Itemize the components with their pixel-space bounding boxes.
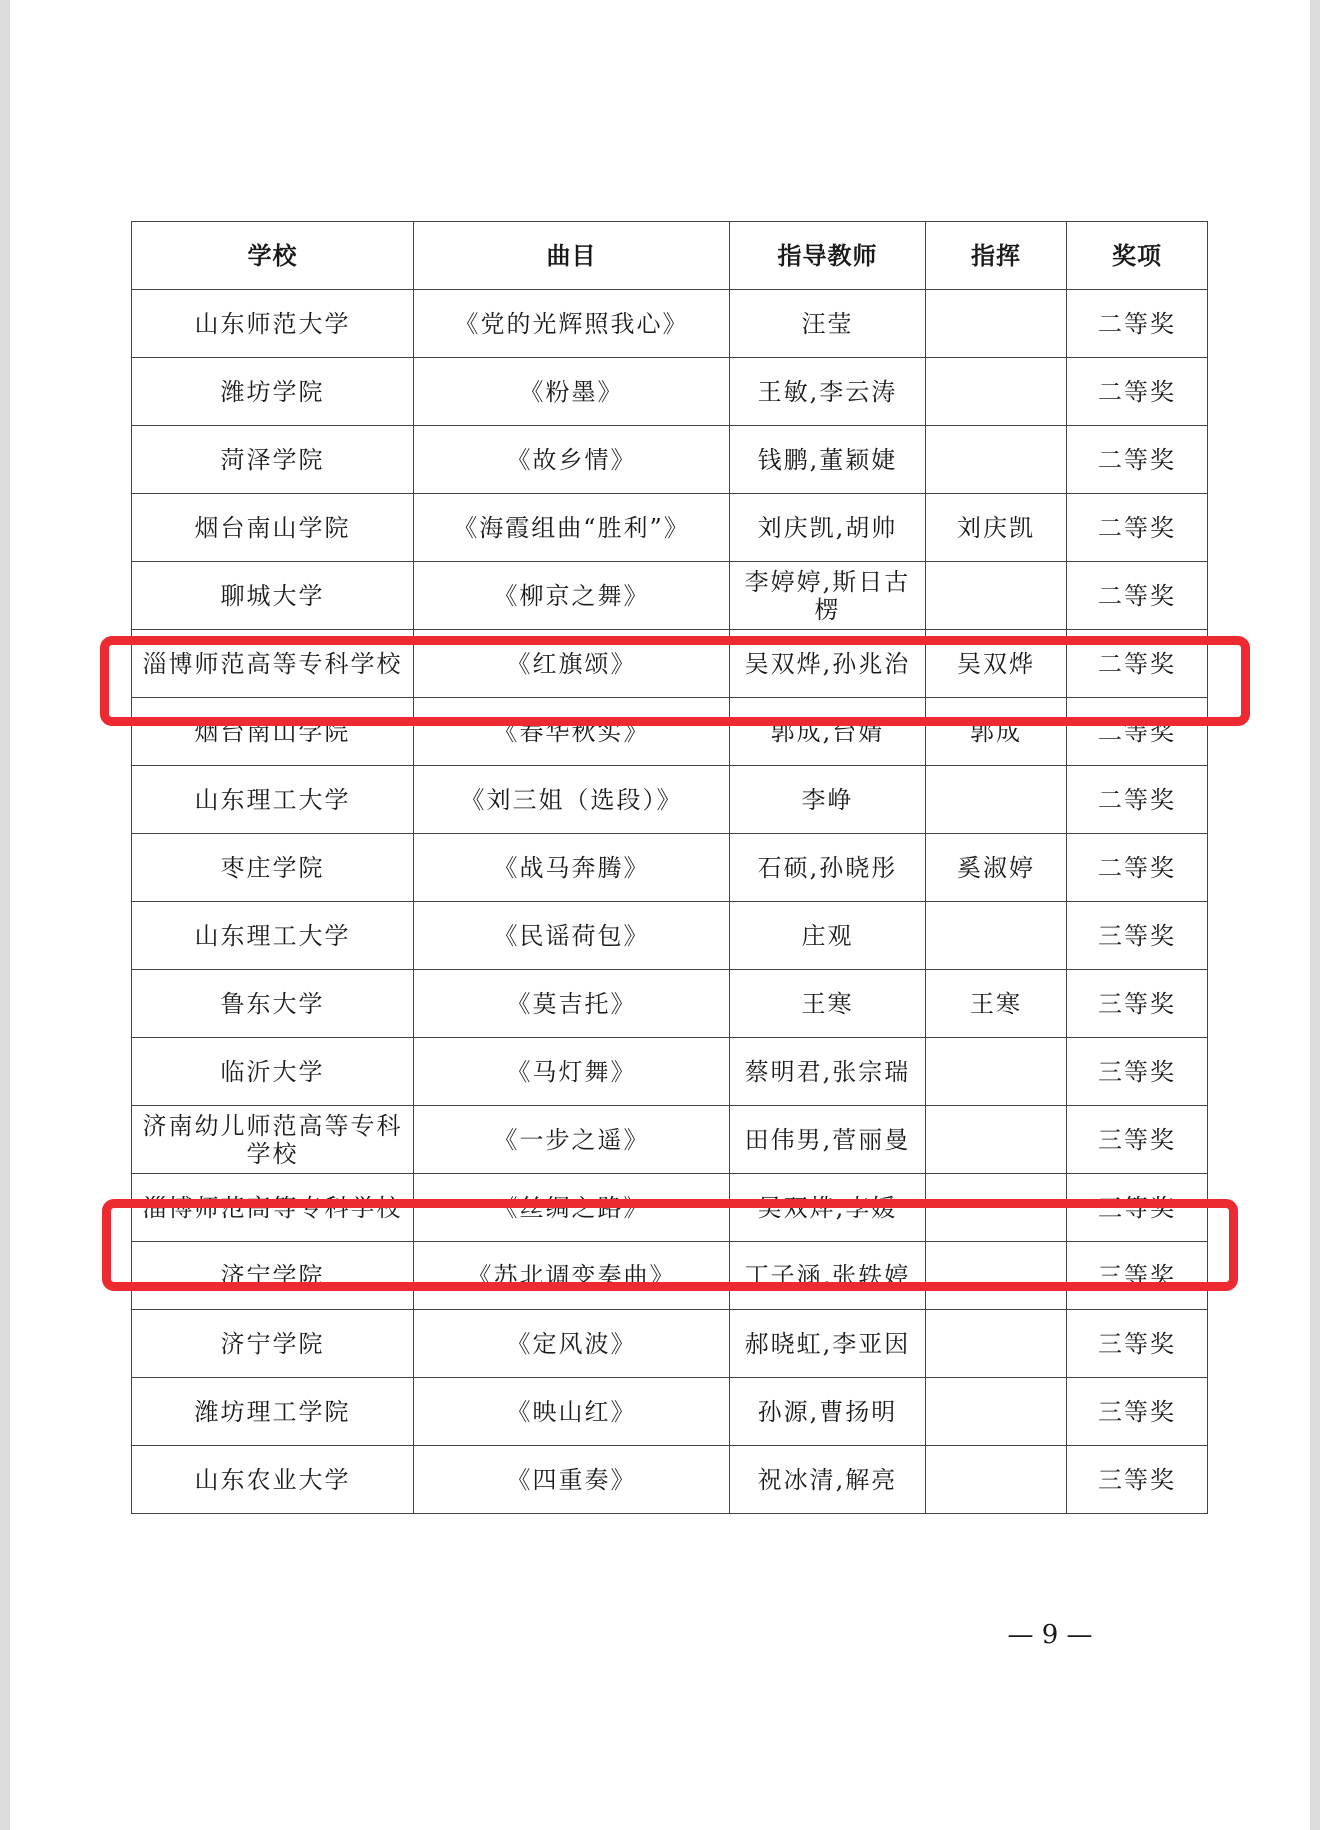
header-teacher: 指导教师 [730,222,926,290]
cell-award: 二等奖 [1067,766,1208,834]
table-row [132,494,1208,562]
cell-award: 三等奖 [1067,1446,1208,1514]
cell-award: 二等奖 [1067,562,1208,630]
cell-conductor [926,766,1067,834]
cell-award: 三等奖 [1067,1174,1208,1242]
cell-conductor: 刘庆凯 [926,494,1067,562]
cell-conductor: 吴双烨 [926,630,1067,698]
table-row [132,766,1208,834]
highlight-box [100,636,1250,726]
header-piece: 曲目 [414,222,730,290]
cell-teacher: 郝晓虹,李亚因 [730,1310,926,1378]
cell-school: 山东理工大学 [132,766,414,834]
cell-conductor [926,426,1067,494]
cell-school: 淄博师范高等专科学校 [132,630,414,698]
table-row [132,902,1208,970]
cell-award: 二等奖 [1067,290,1208,358]
cell-teacher: 祝冰清,解亮 [730,1446,926,1514]
cell-piece: 《定风波》 [414,1310,730,1378]
cell-teacher: 丁子涵,张轶婷 [730,1242,926,1310]
cell-school: 潍坊学院 [132,358,414,426]
cell-award: 三等奖 [1067,970,1208,1038]
header-conductor: 指挥 [926,222,1067,290]
table-row [132,1446,1208,1514]
cell-award: 二等奖 [1067,494,1208,562]
cell-piece: 《党的光辉照我心》 [414,290,730,358]
cell-conductor: 郭成 [926,698,1067,766]
table-row [132,970,1208,1038]
cell-conductor [926,290,1067,358]
cell-school: 临沂大学 [132,1038,414,1106]
cell-award: 二等奖 [1067,834,1208,902]
cell-school: 山东农业大学 [132,1446,414,1514]
document-page [10,0,1310,1830]
cell-school: 烟台南山学院 [132,698,414,766]
cell-award: 三等奖 [1067,902,1208,970]
cell-teacher: 田伟男,菅丽曼 [730,1106,926,1174]
cell-teacher: 吴双烨,李媛 [730,1174,926,1242]
cell-award: 三等奖 [1067,1038,1208,1106]
highlight-box [102,1199,1238,1291]
cell-piece: 《丝绸之路》 [414,1174,730,1242]
cell-school: 济南幼儿师范高等专科学校 [132,1106,414,1174]
cell-teacher: 石硕,孙晓彤 [730,834,926,902]
cell-teacher: 李婷婷,斯日古楞 [730,562,926,630]
cell-school: 淄博师范高等专科学校 [132,1174,414,1242]
cell-conductor [926,562,1067,630]
cell-teacher: 孙源,曹扬明 [730,1378,926,1446]
cell-teacher: 庄观 [730,902,926,970]
cell-teacher: 王敏,李云涛 [730,358,926,426]
cell-award: 二等奖 [1067,426,1208,494]
table-row [132,834,1208,902]
table-row [132,1106,1208,1174]
cell-piece: 《四重奏》 [414,1446,730,1514]
cell-piece: 《一步之遥》 [414,1106,730,1174]
cell-school: 烟台南山学院 [132,494,414,562]
cell-piece: 《战马奔腾》 [414,834,730,902]
cell-conductor: 奚淑婷 [926,834,1067,902]
cell-teacher: 李峥 [730,766,926,834]
cell-piece: 《刘三姐（选段）》 [414,766,730,834]
cell-conductor [926,1038,1067,1106]
cell-piece: 《马灯舞》 [414,1038,730,1106]
cell-award: 三等奖 [1067,1310,1208,1378]
cell-award: 三等奖 [1067,1242,1208,1310]
cell-school: 聊城大学 [132,562,414,630]
cell-teacher: 吴双烨,孙兆治 [730,630,926,698]
cell-award: 二等奖 [1067,358,1208,426]
cell-school: 山东师范大学 [132,290,414,358]
cell-piece: 《柳京之舞》 [414,562,730,630]
table-header-row [132,222,1208,290]
cell-award: 二等奖 [1067,698,1208,766]
cell-conductor: 王寒 [926,970,1067,1038]
table-row [132,290,1208,358]
cell-piece: 《春华秋实》 [414,698,730,766]
table-row [132,1310,1208,1378]
table-row [132,1378,1208,1446]
cell-conductor [926,1106,1067,1174]
award-table [131,221,1208,1514]
cell-school: 潍坊理工学院 [132,1378,414,1446]
cell-conductor [926,902,1067,970]
header-school: 学校 [132,222,414,290]
cell-piece: 《苏北调变奏曲》 [414,1242,730,1310]
cell-school: 菏泽学院 [132,426,414,494]
cell-piece: 《粉墨》 [414,358,730,426]
cell-award: 三等奖 [1067,1378,1208,1446]
cell-piece: 《民谣荷包》 [414,902,730,970]
cell-school: 枣庄学院 [132,834,414,902]
cell-award: 三等奖 [1067,1106,1208,1174]
table-row [132,1038,1208,1106]
cell-conductor [926,1310,1067,1378]
cell-piece: 《莫吉托》 [414,970,730,1038]
table-row [132,358,1208,426]
table-row [132,426,1208,494]
cell-teacher: 刘庆凯,胡帅 [730,494,926,562]
cell-award: 二等奖 [1067,630,1208,698]
cell-teacher: 蔡明君,张宗瑞 [730,1038,926,1106]
cell-school: 济宁学院 [132,1310,414,1378]
table-row [132,562,1208,630]
cell-teacher: 郭成,台婧 [730,698,926,766]
cell-teacher: 汪莹 [730,290,926,358]
cell-piece: 《故乡情》 [414,426,730,494]
cell-school: 济宁学院 [132,1242,414,1310]
cell-conductor [926,358,1067,426]
cell-school: 鲁东大学 [132,970,414,1038]
cell-piece: 《海霞组曲“胜利”》 [414,494,730,562]
page-number: — 9 — [1007,1620,1093,1650]
header-award: 奖项 [1067,222,1208,290]
cell-teacher: 王寒 [730,970,926,1038]
cell-conductor [926,1446,1067,1514]
cell-school: 山东理工大学 [132,902,414,970]
cell-piece: 《红旗颂》 [414,630,730,698]
cell-conductor [926,1378,1067,1446]
cell-teacher: 钱鹏,董颖婕 [730,426,926,494]
cell-piece: 《映山红》 [414,1378,730,1446]
